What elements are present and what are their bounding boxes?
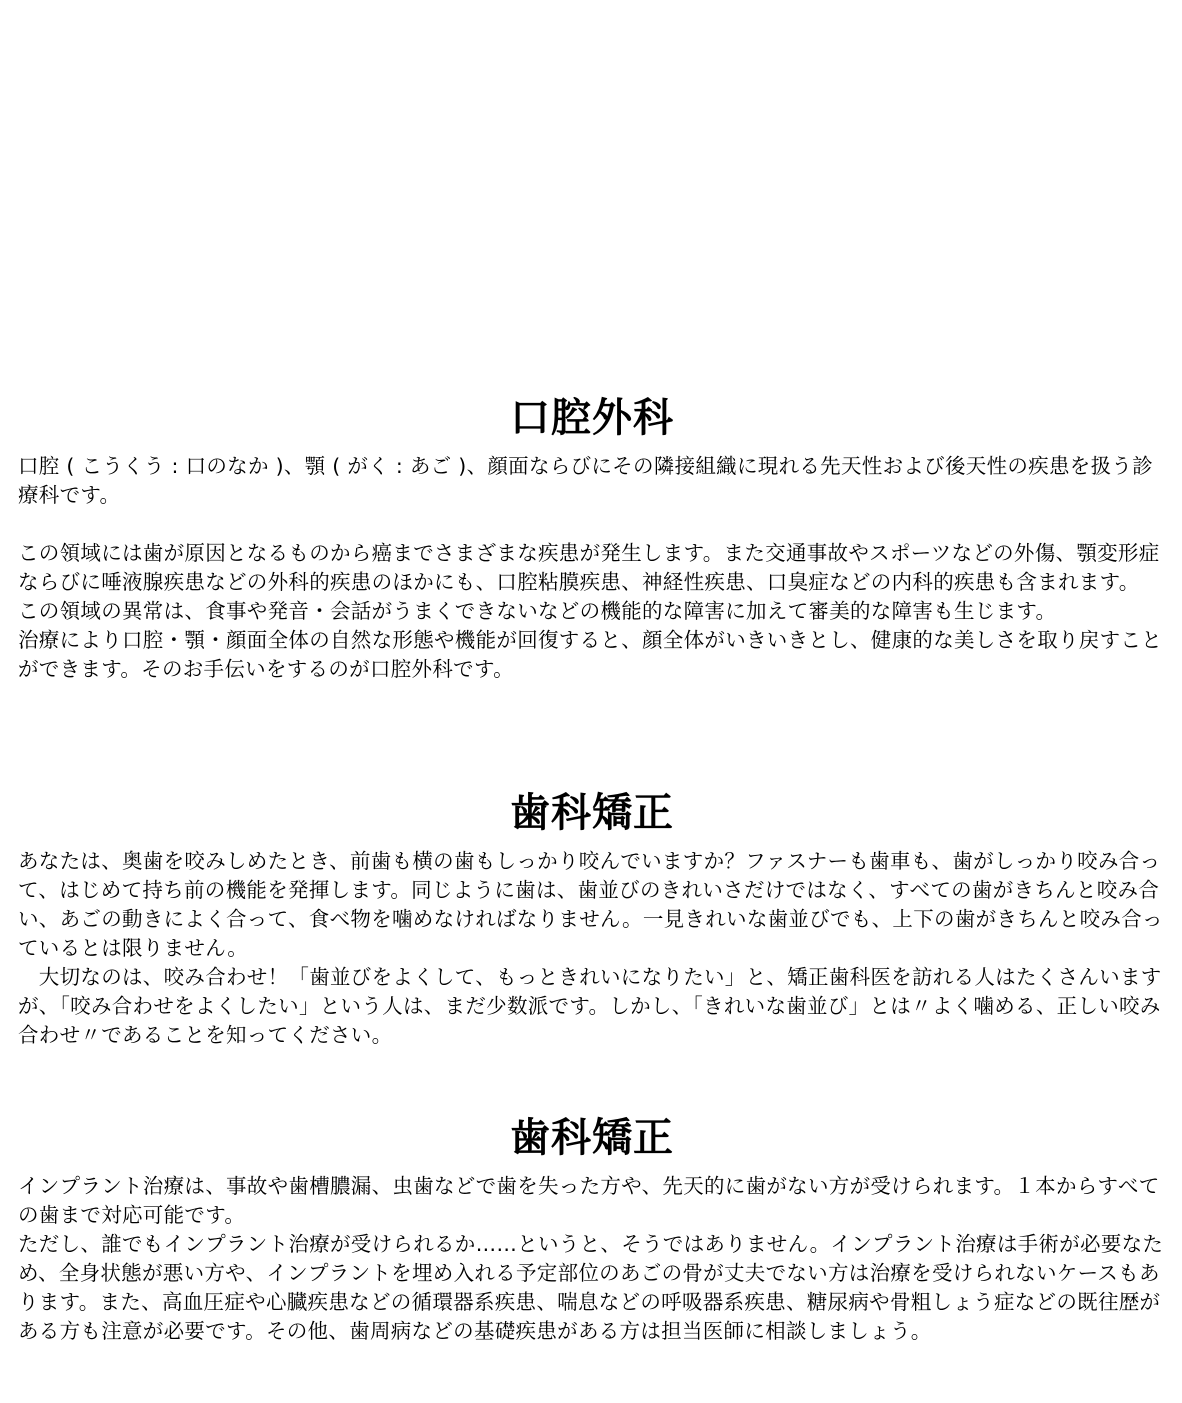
paragraph: この領域の異常は、食事や発音・会話がうまくできないなどの機能的な障害に加えて審美的な障害も生じます。 [18, 599, 1057, 623]
section-title: 歯科矯正 [510, 1115, 674, 1161]
section-implant [18, 1112, 1166, 1346]
paragraph-spacer [18, 510, 1166, 539]
section-title: 口腔外科 [510, 395, 674, 441]
paragraph: ただし、誰でもインプラント治療が受けられるか……というと、そうではありません。インプラント治療は手術が必要なため、全身状態が悪い方や、インプラントを埋め入れる予定部位のあごの骨が丈夫でない方は治療を受けられないケースもあります。また、高血圧症や心臓疾患などの循環器系疾患、喘息などの呼吸器系疾患、糖尿病や骨粗しょう症などの既往歴がある方も注意が必要です。その他、歯周病などの基礎疾患がある方は担当医師に相談しましょう。 [18, 1232, 1164, 1343]
paragraph: この領域には歯が原因となるものから癌までさまざまな疾患が発生します。また交通事故やスポーツなどの外傷、顎変形症ならびに唾液腺疾患などの外科的疾患のほかにも、口腔粘膜疾患、神経性疾患、口臭症などの内科的疾患も含まれます。 [18, 541, 1160, 594]
paragraph: 治療により口腔・顎・顔面全体の自然な形態や機能が回復すると、顔全体がいきいきとし、健康的な美しさを取り戻すことができます。そのお手伝いをするのが口腔外科です。 [18, 628, 1162, 681]
section-orthodontics [18, 787, 1166, 1050]
section-title: 歯科矯正 [510, 790, 674, 836]
paragraph: インプラント治療は、事故や歯槽膿漏、虫歯などで歯を失った方や、先天的に歯がない方が受けられます。１本からすべての歯まで対応可能です。 [18, 1174, 1160, 1227]
paragraph: 口腔 ( こうくう : 口のなか )、顎 ( がく : あご )、顔面ならびにその隣接組織に現れる先天性および後天性の疾患を扱う診療科です。 [18, 454, 1153, 507]
paragraph: 大切なのは、咬み合わせ！「歯並びをよくして、もっときれいになりたい」と、矯正歯科医を訪れる人はたくさんいますが、「咬み合わせをよくしたい」という人は、まだ少数派です。しかし、「きれいな歯並び」とは〃よく噛める、正しい咬み合わせ〃であることを知ってください。 [18, 965, 1162, 1047]
paragraph: あなたは、奥歯を咬みしめたとき、前歯も横の歯もしっかり咬んでいますか？ファスナーも歯車も、歯がしっかり咬み合って、はじめて持ち前の機能を発揮します。同じように歯は、歯並びのきれいさだけではなく、すべての歯がきちんと咬み合い、あごの動きによく合って、食べ物を噛めなければなりません。一見きれいな歯並びでも、上下の歯がきちんと咬み合っているとは限りません。 [18, 849, 1163, 960]
section-oral-surgery [18, 392, 1166, 684]
